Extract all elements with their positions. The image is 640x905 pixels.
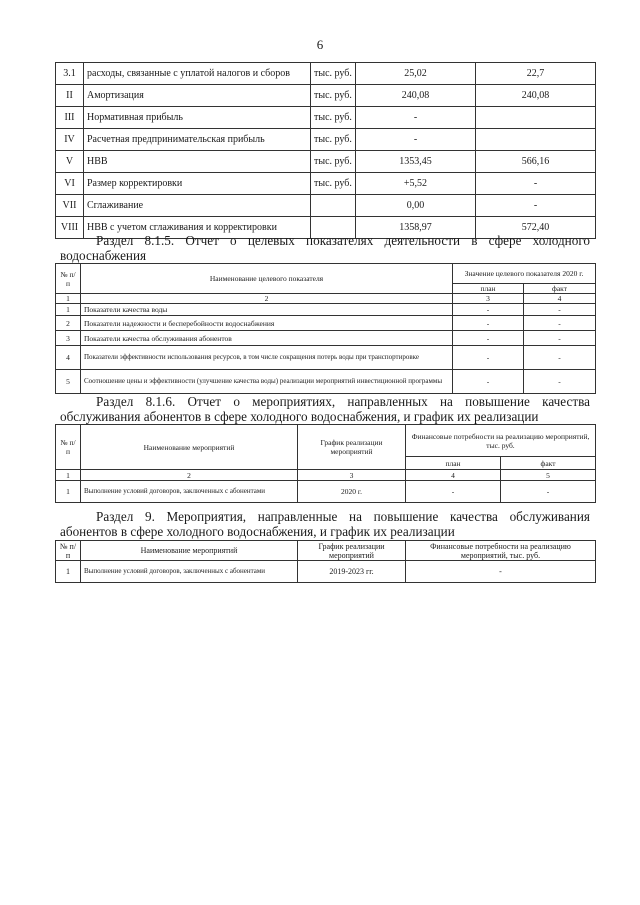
row-plan: 25,02 <box>356 63 476 85</box>
row-fact: 572,40 <box>476 217 596 239</box>
header-plan: план <box>453 284 524 294</box>
table-row <box>56 107 596 129</box>
row-plan: - <box>453 304 524 316</box>
row-plan: - <box>453 370 524 394</box>
header-name: Наименование мероприятий <box>81 425 298 470</box>
row-fact: - <box>476 173 596 195</box>
row-finance: - <box>406 561 596 583</box>
header-number: № п/п <box>56 425 81 470</box>
row-number: 1 <box>56 304 81 316</box>
table-row <box>56 85 596 107</box>
row-name: Сглаживание <box>84 195 311 217</box>
table-header-row <box>56 541 596 561</box>
row-name: расходы, связанные с уплатой налогов и сборов <box>84 63 311 85</box>
table-row <box>56 346 596 370</box>
row-unit: тыс. руб. <box>311 173 356 195</box>
section-9-title: Раздел 9. Мероприятия, направленные на повышение качества обслуживания абонентов в сфере холодного водоснабжения, и график их реализации <box>60 509 590 539</box>
header-name: Наименование целевого показателя <box>81 264 453 294</box>
index-cell: 4 <box>406 470 501 481</box>
financial-indicators-table <box>55 62 596 239</box>
header-number: № п/п <box>56 541 81 561</box>
index-cell: 5 <box>501 470 596 481</box>
row-plan: - <box>406 481 501 503</box>
row-unit: тыс. руб. <box>311 151 356 173</box>
row-fact: 566,16 <box>476 151 596 173</box>
row-name: Показатели качества воды <box>81 304 453 316</box>
table-row <box>56 481 596 503</box>
table-row <box>56 304 596 316</box>
row-number: 4 <box>56 346 81 370</box>
index-row <box>56 470 596 481</box>
row-plan: - <box>453 316 524 331</box>
row-name: Выполнение условий договоров, заключенных с абонентами <box>81 561 298 583</box>
row-fact: - <box>524 331 596 346</box>
row-fact <box>476 107 596 129</box>
header-plan: план <box>406 457 501 470</box>
service-measures-report-table <box>55 424 596 503</box>
row-fact: - <box>476 195 596 217</box>
row-plan: - <box>453 331 524 346</box>
target-indicators-table <box>55 263 596 394</box>
row-plan: 240,08 <box>356 85 476 107</box>
row-number: VIII <box>56 217 84 239</box>
row-fact: - <box>524 370 596 394</box>
row-number: VI <box>56 173 84 195</box>
service-measures-plan-table <box>55 540 596 583</box>
header-schedule: График реализации мероприятий <box>298 541 406 561</box>
index-cell: 3 <box>453 294 524 304</box>
row-name: Расчетная предпринимательская прибыль <box>84 129 311 151</box>
row-schedule: 2020 г. <box>298 481 406 503</box>
index-row <box>56 294 596 304</box>
index-cell: 2 <box>81 470 298 481</box>
section-8-1-5-title: Раздел 8.1.5. Отчет о целевых показателях деятельности в сфере холодного водоснабжения <box>60 233 590 263</box>
row-plan: - <box>356 129 476 151</box>
row-number: V <box>56 151 84 173</box>
header-name: Наименование мероприятий <box>81 541 298 561</box>
table-row <box>56 129 596 151</box>
row-unit: тыс. руб. <box>311 85 356 107</box>
index-cell: 1 <box>56 294 81 304</box>
table-row <box>56 316 596 331</box>
row-name: Показатели эффективности использования ресурсов, в том числе сокращения потерь воды при транспортировке <box>81 346 453 370</box>
row-schedule: 2019-2023 гг. <box>298 561 406 583</box>
header-finance: Финансовые потребности на реализацию мероприятий, тыс. руб. <box>406 425 596 457</box>
header-finance: Финансовые потребности на реализацию мероприятий, тыс. руб. <box>406 541 596 561</box>
row-plan: 1358,97 <box>356 217 476 239</box>
row-fact <box>476 129 596 151</box>
row-number: 1 <box>56 561 81 583</box>
row-name: Нормативная прибыль <box>84 107 311 129</box>
row-unit: тыс. руб. <box>311 129 356 151</box>
row-name: Амортизация <box>84 85 311 107</box>
row-fact: - <box>501 481 596 503</box>
row-name: Показатели качества обслуживания абонентов <box>81 331 453 346</box>
header-number: № п/п <box>56 264 81 294</box>
row-unit <box>311 195 356 217</box>
index-cell: 1 <box>56 470 81 481</box>
row-number: 5 <box>56 370 81 394</box>
row-number: 3 <box>56 331 81 346</box>
row-name: Соотношение цены и эффективности (улучшение качества воды) реализации мероприятий инвестиционной программы <box>81 370 453 394</box>
row-number: 1 <box>56 481 81 503</box>
row-plan: 0,00 <box>356 195 476 217</box>
row-plan: - <box>453 346 524 370</box>
header-fact: факт <box>501 457 596 470</box>
row-plan: - <box>356 107 476 129</box>
page-number: 6 <box>316 37 324 52</box>
table-header-row <box>56 264 596 284</box>
header-fact: факт <box>524 284 596 294</box>
row-number: 2 <box>56 316 81 331</box>
row-fact: - <box>524 346 596 370</box>
row-number: III <box>56 107 84 129</box>
index-cell: 4 <box>524 294 596 304</box>
row-name: НВВ <box>84 151 311 173</box>
header-value: Значение целевого показателя 2020 г. <box>453 264 596 284</box>
row-number: VII <box>56 195 84 217</box>
table-row <box>56 370 596 394</box>
row-fact: - <box>524 304 596 316</box>
row-name: НВВ с учетом сглаживания и корректировки <box>84 217 311 239</box>
table-row <box>56 331 596 346</box>
row-number: 3.1 <box>56 63 84 85</box>
row-unit: тыс. руб. <box>311 107 356 129</box>
row-name: Показатели надежности и бесперебойности водоснабжения <box>81 316 453 331</box>
row-name: Размер корректировки <box>84 173 311 195</box>
row-number: II <box>56 85 84 107</box>
section-8-1-6-title: Раздел 8.1.6. Отчет о мероприятиях, направленных на повышение качества обслуживания абонентов в сфере холодного водоснабжения, и график их реализации <box>60 394 590 424</box>
table-header-row <box>56 425 596 457</box>
table-row <box>56 63 596 85</box>
table-row <box>56 195 596 217</box>
table-row <box>56 173 596 195</box>
row-fact: 22,7 <box>476 63 596 85</box>
index-cell: 3 <box>298 470 406 481</box>
row-plan: +5,52 <box>356 173 476 195</box>
row-name: Выполнение условий договоров, заключенных с абонентами <box>81 481 298 503</box>
table-row <box>56 151 596 173</box>
row-unit: тыс. руб. <box>311 63 356 85</box>
row-fact: - <box>524 316 596 331</box>
header-schedule: График реализации мероприятий <box>298 425 406 470</box>
row-number: IV <box>56 129 84 151</box>
row-plan: 1353,45 <box>356 151 476 173</box>
index-cell: 2 <box>81 294 453 304</box>
table-row <box>56 561 596 583</box>
row-fact: 240,08 <box>476 85 596 107</box>
